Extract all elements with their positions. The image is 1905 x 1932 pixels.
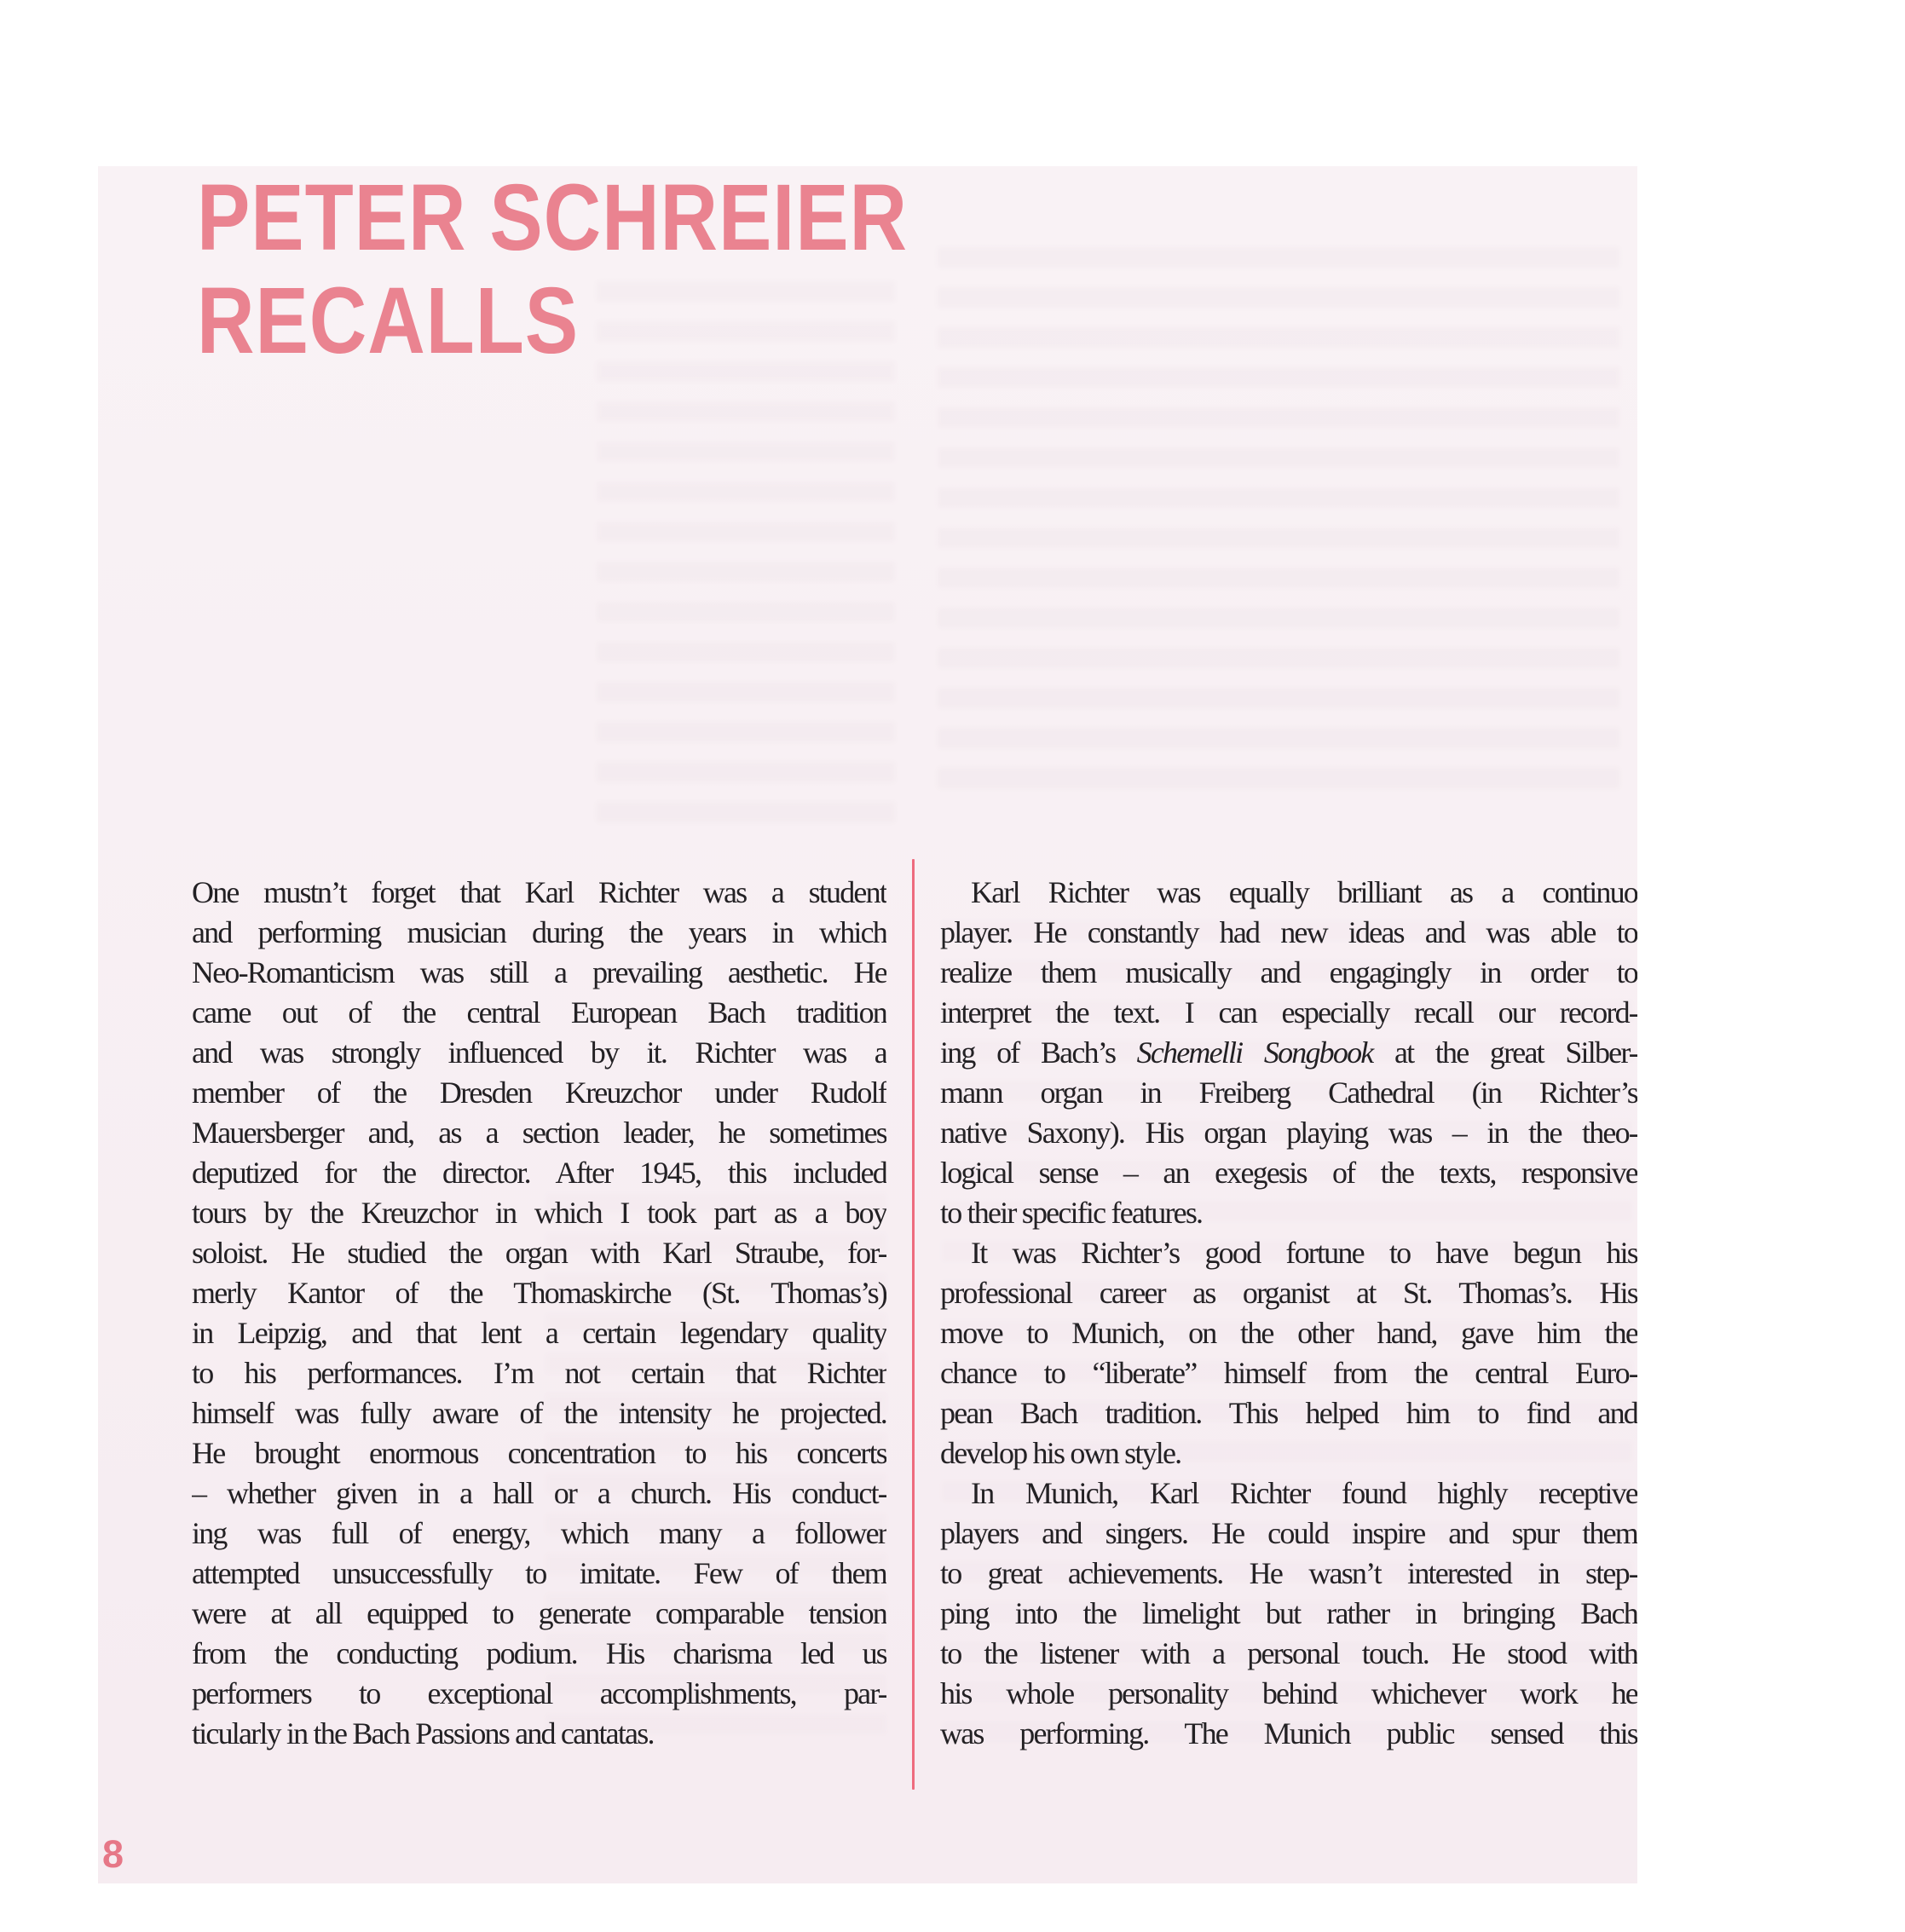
text-line: move to Munich, on the other hand, gave him the (940, 1316, 1637, 1350)
show-through-text-block (938, 247, 1619, 805)
text-line: Mauersberger and, as a section leader, he sometimes (192, 1116, 886, 1150)
text-line: tours by the Kreuzchor in which I took part as a boy (192, 1196, 886, 1230)
italic-work-title: Schemelli Songbook (1136, 1035, 1373, 1070)
page-title-line-2: RECALLS (197, 268, 580, 373)
text-line: and performing musician during the years in which (192, 915, 886, 949)
text-line: It was Richter’s good fortune to have begun his (971, 1236, 1637, 1270)
left-column (192, 873, 886, 1754)
text-line: member of the Dresden Kreuzchor under Rudolf (192, 1076, 886, 1110)
text-line: professional career as organist at St. Thomas’s. His (940, 1276, 1637, 1310)
text-line: develop his own style. (940, 1436, 1181, 1470)
right-column (940, 873, 1637, 1754)
text-line: performers to exceptional accomplishments, par- (192, 1676, 886, 1710)
text-line: to great achievements. He wasn’t interested in step- (940, 1556, 1637, 1590)
text-line: were at all equipped to generate comparable tension (192, 1596, 886, 1630)
text-line: himself was fully aware of the intensity he projected. (192, 1396, 886, 1430)
text-columns (192, 873, 1637, 1790)
page-title-line-1: PETER SCHREIER (197, 165, 908, 270)
text-line: and was strongly influenced by it. Richter was a (192, 1035, 886, 1070)
text-line: Karl Richter was equally brilliant as a continuo (971, 875, 1637, 909)
text-line: soloist. He studied the organ with Karl Straube, for- (192, 1236, 886, 1270)
text-line: ticularly in the Bach Passions and cantatas. (192, 1716, 654, 1750)
text-line: He brought enormous concentration to his concerts (192, 1436, 886, 1470)
text-line (940, 1033, 1637, 1073)
text-line: in Leipzig, and that lent a certain legendary quality (192, 1316, 886, 1350)
text-line: from the conducting podium. His charisma led us (192, 1636, 886, 1670)
text-line: ping into the limelight but rather in bringing Bach (940, 1596, 1637, 1630)
text-line: deputized for the director. After 1945, this included (192, 1156, 886, 1190)
text-line: to their specific features. (940, 1196, 1203, 1230)
text-line: came out of the central European Bach tradition (192, 995, 886, 1029)
text-line: realize them musically and engagingly in order to (940, 955, 1637, 989)
text-line: native Saxony). His organ playing was – in the theo- (940, 1116, 1637, 1150)
text-line: his whole personality behind whichever work he (940, 1676, 1637, 1710)
text-line: chance to “liberate” himself from the central Euro- (940, 1356, 1637, 1390)
text-line: pean Bach tradition. This helped him to find and (940, 1396, 1637, 1430)
text-line: – whether given in a hall or a church. His conduct- (192, 1476, 886, 1510)
text-line: player. He constantly had new ideas and was able to (940, 915, 1637, 949)
text-line: attempted unsuccessfully to imitate. Few of them (192, 1556, 886, 1590)
text-line: logical sense – an exegesis of the texts, responsive (940, 1156, 1637, 1190)
page-number: 8 (102, 1832, 124, 1876)
text-line: In Munich, Karl Richter found highly receptive (971, 1476, 1637, 1510)
page-title (197, 166, 908, 372)
text-line: merly Kantor of the Thomaskirche (St. Thomas’s) (192, 1276, 886, 1310)
text-line: Neo-Romanticism was still a prevailing aesthetic. He (192, 955, 886, 989)
text-line: One mustn’t forget that Karl Richter was a student (192, 875, 886, 909)
text-line: ing was full of energy, which many a follower (192, 1516, 886, 1550)
text-line: mann organ in Freiberg Cathedral (in Richter’s (940, 1076, 1637, 1110)
text-line: to his performances. I’m not certain that Richter (192, 1356, 886, 1390)
text-line: players and singers. He could inspire and spur them (940, 1516, 1637, 1550)
column-divider-rule (912, 859, 915, 1790)
text-line: to the listener with a personal touch. He stood with (940, 1636, 1637, 1670)
text-line: was performing. The Munich public sensed this (940, 1716, 1637, 1750)
booklet-page-sheet (98, 166, 1637, 1883)
text-segment: ing of Bach’s (940, 1035, 1137, 1070)
text-segment: at the great Silber- (1372, 1035, 1637, 1070)
text-line: interpret the text. I can especially recall our record- (940, 995, 1637, 1029)
